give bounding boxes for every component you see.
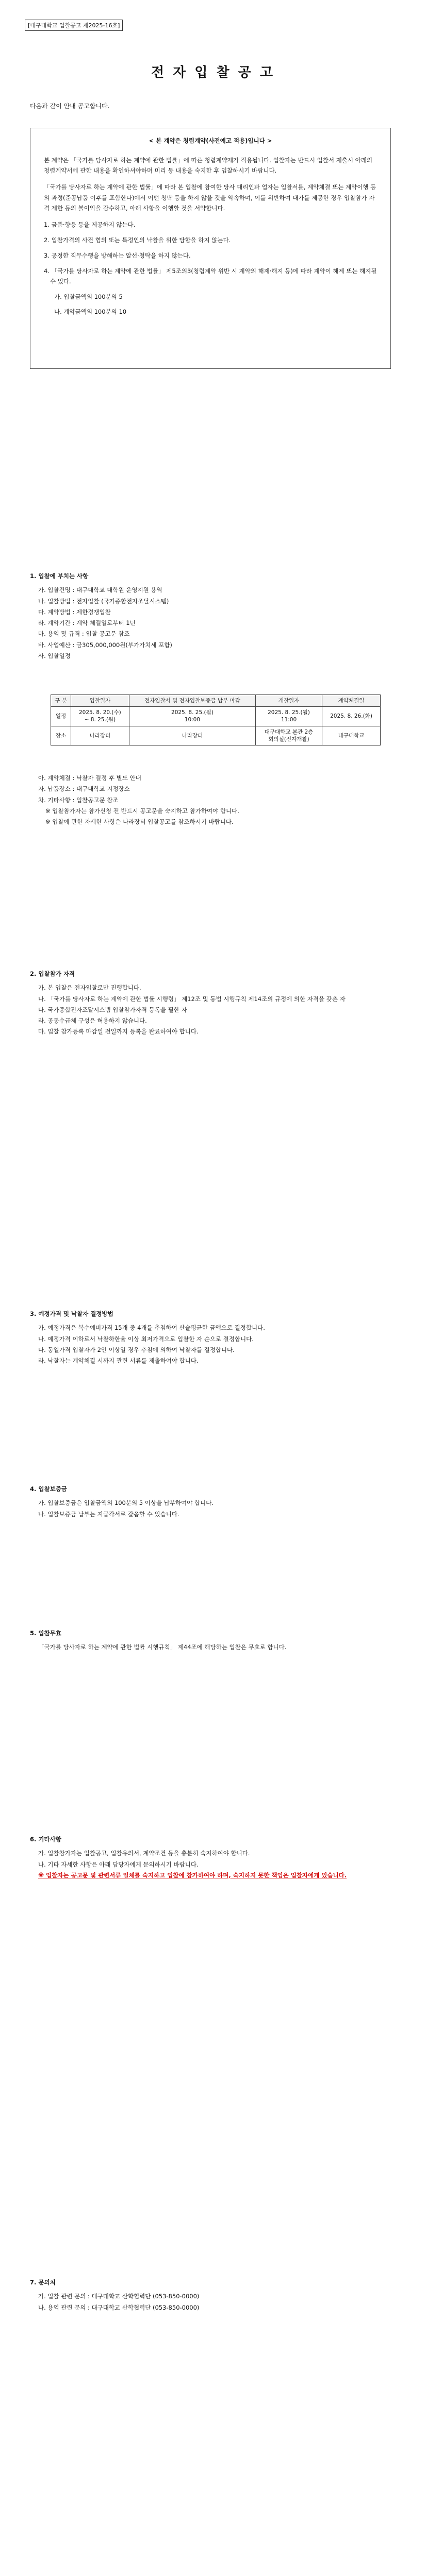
notice-item: 2. 입찰가격의 사전 협의 또는 특정인의 낙찰을 위한 담합을 하지 않는다. — [44, 236, 231, 244]
notice-item: 1. 금품·향응 등을 제공하지 않는다. — [44, 221, 136, 228]
section-heading: 6. 기타사항 — [30, 1836, 61, 1843]
section-row: 「국가를 당사자로 하는 계약에 관한 법률 시행규칙」 제44조에 해당하는 입찰은 무효로 합니다. — [38, 1643, 287, 1651]
table-header: 개찰일자 — [255, 695, 322, 707]
section-misc — [30, 1834, 396, 1881]
table-header: 입찰일자 — [71, 695, 129, 707]
section-row: 다. 계약방법 : 제한경쟁입찰 — [38, 608, 111, 616]
table-header: 구 분 — [51, 695, 71, 707]
section-row: 나. 「국가를 당사자로 하는 계약에 관한 법률 시행령」 제12조 및 동법 시행규칙 제14조의 규정에 의한 자격을 갖춘 자 — [38, 995, 346, 1003]
table-cell: 일정 — [51, 707, 71, 726]
section-row: 라. 낙찰자는 계약체결 시까지 관련 서류를 제출하여야 합니다. — [38, 1357, 199, 1365]
table-cell: 장소 — [51, 726, 71, 745]
table-header-row — [51, 695, 381, 707]
section-row: 나. 기타 자세한 사항은 아래 담당자에게 문의하시기 바랍니다. — [38, 1860, 199, 1868]
section-contact — [30, 2277, 396, 2313]
section-row: 자. 납품장소 : 대구대학교 지정장소 — [38, 785, 130, 793]
section-row: 나. 입찰방법 : 전자입찰 (국가종합전자조달시스템) — [38, 597, 169, 605]
table-cell: 2025. 8. 25.(월) 11:00 — [255, 707, 322, 726]
section-row: 바. 사업예산 : 금305,000,000원(부가가치세 포함) — [38, 641, 172, 649]
notice-paragraph: 「국가를 당사자로 하는 계약에 관한 법률」에 따라 본 입찰에 참여한 당사 대리인과 업자는 입찰서를, 계약체결 또는 계약이행 등의 과정(준공납품 이후를 포함한다)에서 어떤 청탁 등을 하지 않을 것을 약속하며, 이를 위반하여 대가를 제공한 경우 입찰참가 자격 제한 등의 불이익을 감수하고, 아래 사항을 이행할 것을 서약합니다. — [44, 183, 376, 212]
table-header: 전자입찰서 및 전자입찰보증금 납부 마감 — [129, 695, 255, 707]
notice-item: 3. 공정한 직무수행을 방해하는 알선·청탁을 하지 않는다. — [44, 252, 191, 259]
bid-schedule-table — [51, 694, 381, 745]
section-row: 다. 국가종합전자조달시스템 입찰참가자격 등록을 필한 자 — [38, 1006, 187, 1013]
notice-paragraph: 본 계약은 「국가를 당사자로 하는 계약에 관한 법률」에 따른 청렴계약제가 적용됩니다. 입찰자는 반드시 입찰서 제출시 아래의 청렴계약서에 관한 내용을 확인하셔야하며 미리 동 내용을 숙지한 후 입찰하시기 바랍니다. — [44, 157, 372, 175]
section-row: ※ 입찰에 관한 자세한 사항은 나라장터 입찰공고를 참조하시기 바랍니다. — [45, 818, 234, 826]
intro-text: 다음과 같이 안내 공고합니다. — [30, 103, 110, 110]
section-row: ※ 입찰참가자는 참가신청 전 반드시 공고문을 숙지하고 참가하여야 합니다. — [45, 807, 239, 815]
table-cell: 대구대학교 본관 2층 회의실(전자개찰) — [255, 726, 322, 745]
section-bid-items — [30, 571, 396, 662]
table-cell: 2025. 8. 26.(화) — [322, 707, 381, 726]
notice-subitem: 나. 계약금액의 100분의 10 — [54, 308, 127, 315]
section-row: 사. 입찰일정 — [38, 652, 71, 659]
page-title: 전 자 입 찰 공 고 — [151, 65, 275, 80]
section-heading: 2. 입찰참가 자격 — [30, 970, 75, 977]
notice-item: 4. 「국가를 당사자로 하는 계약에 관한 법률」 제5조의3(청렴계약 위반 시 계약의 해제·해지 등)에 따라 계약이 해제 또는 해지될 수 있다. — [44, 267, 377, 285]
section-row: 가. 입찰참가자는 입찰공고, 입찰유의서, 계약조건 등을 충분히 숙지하여야 합니다. — [38, 1850, 250, 1857]
table-cell: 나라장터 — [129, 726, 255, 745]
table-cell: 2025. 8. 20.(수) ~ 8. 25.(월) — [71, 707, 129, 726]
section-heading: 5. 입찰무효 — [30, 1630, 61, 1637]
form-number: [대구대학교 입찰공고 제2025-16호] — [25, 20, 123, 31]
section-heading: 7. 문의처 — [30, 2279, 56, 2286]
section-row: 마. 입찰 참가등록 마감일 전일까지 등록을 완료하여야 합니다. — [38, 1028, 199, 1036]
table-row — [51, 707, 381, 726]
section-award-method — [30, 1309, 396, 1366]
section-row: 차. 기타사항 : 입찰공고문 참조 — [38, 796, 119, 804]
section-row: 마. 용역 및 규격 : 입찰 공고문 참조 — [38, 630, 130, 638]
section-bid-items-cont — [30, 773, 396, 827]
section-row: 다. 동일가격 입찰자가 2인 이상일 경우 추첨에 의하여 낙찰자를 결정합니다. — [38, 1346, 235, 1353]
section-row: 가. 본 입찰은 전자입찰로만 진행합니다. — [38, 984, 141, 992]
section-row: 라. 공동수급체 구성은 허용하지 않습니다. — [38, 1017, 147, 1025]
table-header: 계약체결일 — [322, 695, 381, 707]
section-bid-bond — [30, 1484, 396, 1520]
section-row: 가. 예정가격은 복수예비가격 15개 중 4개를 추첨하여 산술평균한 금액으로 결정합니다. — [38, 1324, 265, 1332]
section-eligibility — [30, 969, 396, 1038]
section-invalid-bids — [30, 1628, 396, 1653]
section-row: 나. 용역 관련 문의 : 대구대학교 산학협력단 (053-850-0000) — [38, 2303, 200, 2311]
table-row — [51, 726, 381, 745]
table-cell: 2025. 8. 25.(월) 10:00 — [129, 707, 255, 726]
table-cell: 대구대학교 — [322, 726, 381, 745]
section-row: 가. 입찰 관련 문의 : 대구대학교 산학협력단 (053-850-0000) — [38, 2293, 200, 2300]
section-row: 아. 계약체결 : 낙찰자 결정 후 별도 안내 — [38, 774, 141, 782]
section-heading: 1. 입찰에 부치는 사항 — [30, 572, 89, 580]
table-cell: 나라장터 — [71, 726, 129, 745]
integrity-notice-box — [30, 128, 391, 369]
section-row: 나. 예정가격 이하로서 낙찰하한율 이상 최저가격으로 입찰한 자 순으로 결정합니다. — [38, 1335, 254, 1343]
highlighted-notice: ※ 입찰자는 공고문 및 관련서류 일체를 숙지하고 입찰에 참가하여야 하며, 숙지하지 못한 책임은 입찰자에게 있습니다. — [38, 1871, 347, 1879]
notice-subitem: 가. 입찰금액의 100분의 5 — [54, 293, 123, 301]
section-heading: 4. 입찰보증금 — [30, 1485, 67, 1493]
section-row: 가. 입찰보증금은 입찰금액의 100분의 5 이상을 납부하여야 합니다. — [38, 1499, 214, 1507]
section-row: 라. 계약기간 : 계약 체결일로부터 1년 — [38, 619, 136, 627]
notice-heading: < 본 계약은 청렴계약(사전예고 적용)입니다 > — [149, 137, 272, 144]
section-row: 가. 입찰건명 : 대구대학교 대학원 운영지원 용역 — [38, 586, 162, 594]
section-row: 나. 입찰보증금 납부는 지급각서로 갈음할 수 있습니다. — [38, 1510, 179, 1518]
section-heading: 3. 예정가격 및 낙찰자 결정방법 — [30, 1310, 113, 1317]
